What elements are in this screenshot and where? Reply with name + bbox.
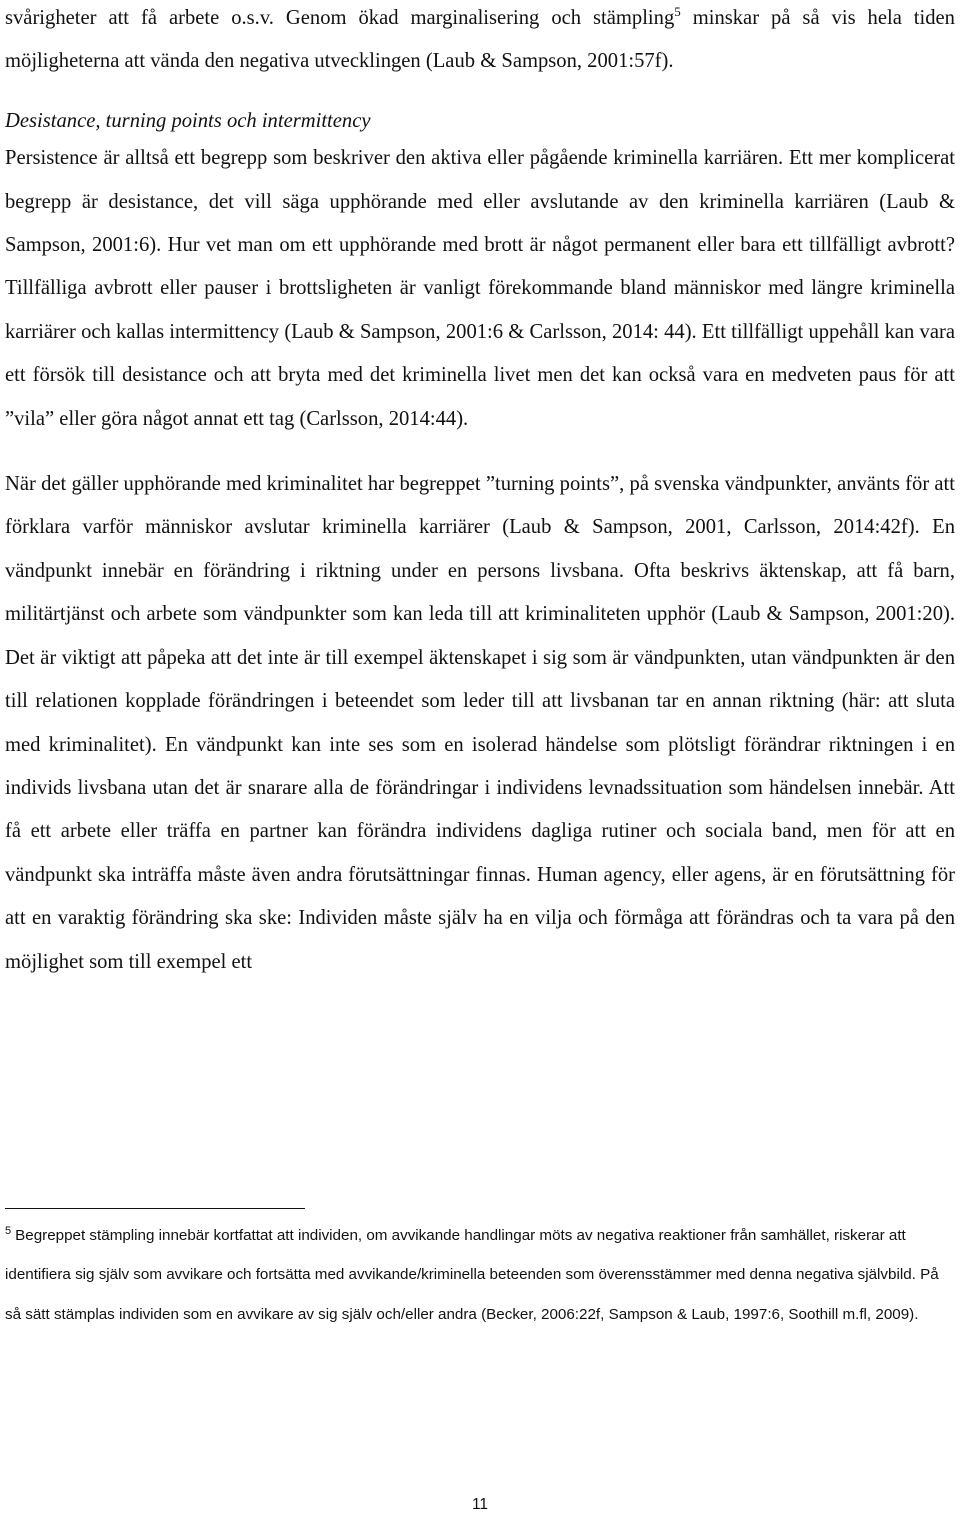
intro-paragraph [5,0,955,84]
paragraph-persistence: Persistence är alltså ett begrepp som beskriver den aktiva eller pågående kriminella karriären. Ett mer komplicerat begrepp är desistance, det vill säga upphörande med eller avslutande av den kriminella karriären (Laub & Sampson, 2001:6). Hur vet man om ett upphörande med brott är något permanent eller bara ett tillfälligt avbrott? Tillfälliga avbrott eller pauser i brottsligheten är vanligt förekommande bland människor med längre kriminella karriärer och kallas intermittency (Laub & Sampson, 2001:6 & Carlsson, 2014: 44). Ett tillfälligt uppehåll kan vara ett försök till desistance och att bryta med det kriminella livet men det kan också vara en medveten paus för att ”vila” eller göra något annat ett tag (Carlsson, 2014:44). [5,147,955,430]
page-number: 11 [471,1496,489,1513]
footnote-separator [5,1208,305,1209]
paragraph-turning-points: När det gäller upphörande med kriminalitet har begreppet ”turning points”, på svenska vändpunkter, använts för att förklara varför människor avslutar kriminella karriärer (Laub & Sampson, 2001, Carlsson, 2014:42f). En vändpunkt innebär en förändring i riktning under en persons livsbana. Ofta beskrivs äktenskap, att få barn, militärtjänst och arbete som vändpunkter som kan leda till att kriminaliteten upphör (Laub & Sampson, 2001:20). Det är viktigt att påpeka att det inte är till exempel äktenskapet i sig som är vändpunkten, utan vändpunkten är den till relationen kopplade förändringen i beteendet som leder till att livsbanan tar en annan riktning (här: att sluta med kriminalitet). En vändpunkt kan inte ses som en isolerad händelse som plötsligt förändrar riktningen i en individs livsbana utan det är snarare alla de förändringar i individens levnadssituation som händelsen innebär. Att få ett arbete eller träffa en partner kan förändra individens dagliga rutiner och sociala band, men för att en vändpunkt ska inträffa måste även andra förutsättningar finnas. Human agency, eller agens, är en förutsättning för att en varaktig förändring ska ske: Individen måste själv ha en vilja och förmåga att förändras och ta vara på den möjlighet som till exempel ett [5,473,955,973]
footnote-reference: 5 [674,4,681,20]
section-heading: Desistance, turning points och intermittency [5,109,371,132]
document-body [5,0,955,984]
intro-text-continued: minskar på så vis hela tiden möjligheterna att vända den negativa utvecklingen (Laub & Sampson, 2001:57f). [5,7,955,73]
intro-text: svårigheter att få arbete o.s.v. Genom ökad marginalisering och stämpling [5,7,675,29]
footnote-text: Begreppet stämpling innebär kortfattat att individen, om avvikande handlingar möts av negativa reaktioner från samhället, riskerar att identifiera sig själv som avvikare och fortsätta med avvikande/kriminella beteenden som överensstämmer med denna negativa självbild. På så sätt stämplas individen som en avvikare av sig själv och/eller andra (Becker, 2006:22f, Sampson & Laub, 1997:6, Soothill m.fl, 2009). [5,1227,939,1323]
footnote-number: 5 [5,1224,12,1237]
footnote [5,1216,955,1334]
